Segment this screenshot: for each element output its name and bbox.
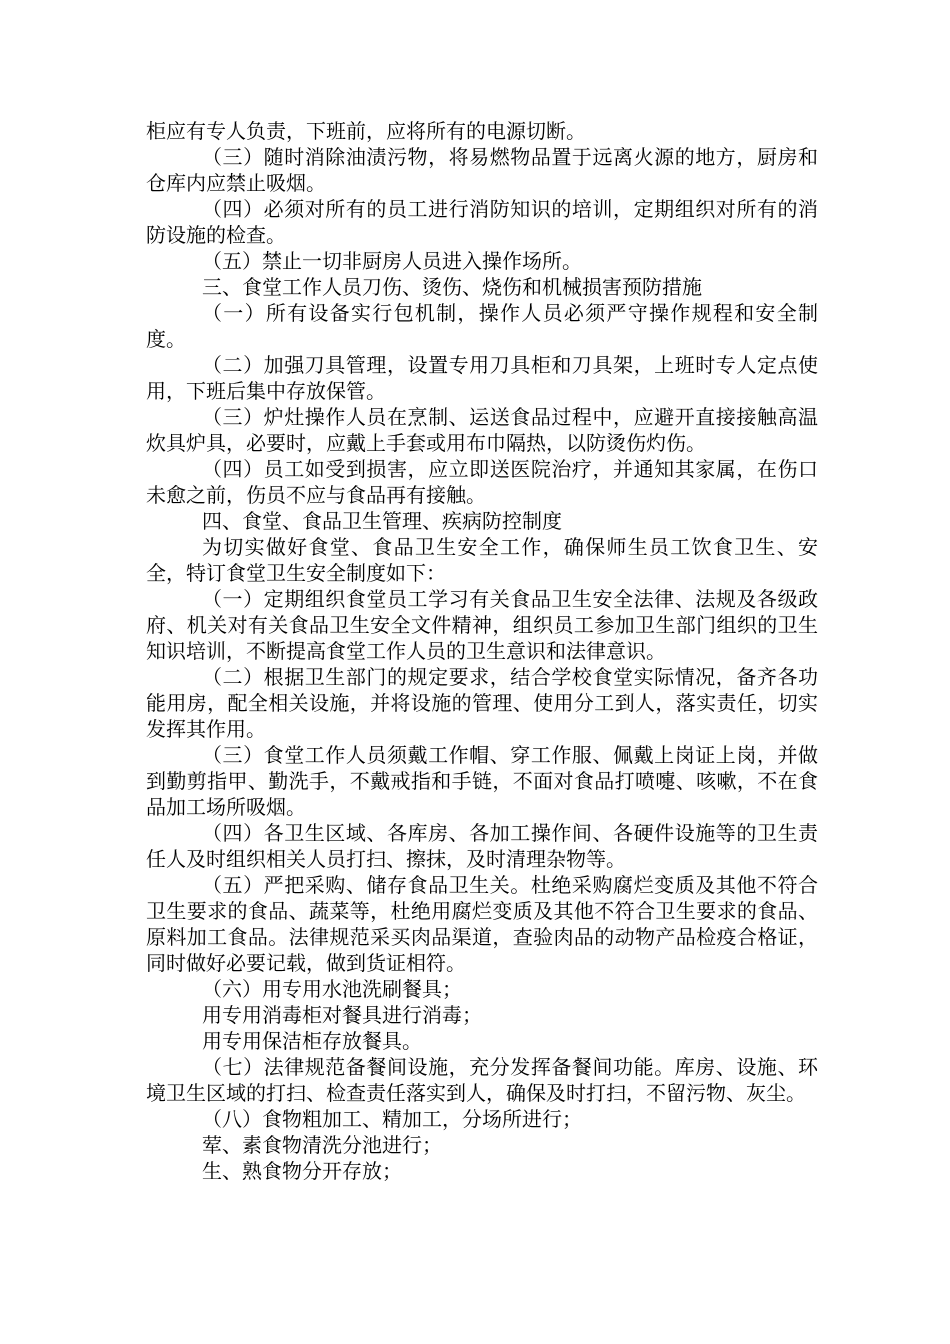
paragraph: （五）严把采购、储存食品卫生关。杜绝采购腐烂变质及其他不符合卫生要求的食品、蔬菜等，杜绝用腐烂变质及其他不符合卫生要求的食品、原料加工食品。法律规范采买肉品渠道，查验肉品的动物产品检疫合格证，同时做好必要记载，做到货证相符。 [146,873,818,975]
paragraph: （一）定期组织食堂员工学习有关食品卫生安全法律、法规及各级政府、机关对有关食品卫生安全文件精神，组织员工参加卫生部门组织的卫生知识培训，不断提高食堂工作人员的卫生意识和法律意识。 [146,587,818,663]
paragraph: 用专用消毒柜对餐具进行消毒； [202,1003,482,1027]
document-body [146,118,818,1184]
section-heading: 三、食堂工作人员刀伤、烫伤、烧伤和机械损害预防措施 [202,275,702,299]
paragraph: （三）炉灶操作人员在烹制、运送食品过程中，应避开直接接触高温炊具炉具，必要时，应戴上手套或用布巾隔热，以防烫伤灼伤。 [146,405,818,455]
paragraph: （二）加强刀具管理，设置专用刀具柜和刀具架，上班时专人定点使用，下班后集中存放保管。 [146,353,818,403]
paragraph: （四）员工如受到损害，应立即送医院治疗，并通知其家属，在伤口未愈之前，伤员不应与食品再有接触。 [146,457,818,507]
section-heading: 四、食堂、食品卫生管理、疾病防控制度 [202,509,562,533]
paragraph: 为切实做好食堂、食品卫生安全工作，确保师生员工饮食卫生、安全，特订食堂卫生安全制度如下： [146,535,818,585]
paragraph: （八）食物粗加工、精加工，分场所进行； [202,1107,582,1131]
paragraph: 生、熟食物分开存放； [202,1159,402,1183]
paragraph: 柜应有专人负责，下班前，应将所有的电源切断。 [146,119,586,143]
paragraph: （三）随时消除油渍污物，将易燃物品置于远离火源的地方，厨房和仓库内应禁止吸烟。 [146,145,818,195]
paragraph: （六）用专用水池洗刷餐具； [202,977,462,1001]
paragraph: （七）法律规范备餐间设施，充分发挥备餐间功能。库房、设施、环境卫生区域的打扫、检查责任落实到人，确保及时打扫，不留污物、灰尘。 [146,1055,818,1105]
paragraph: （五）禁止一切非厨房人员进入操作场所。 [202,249,582,273]
paragraph: （二）根据卫生部门的规定要求，结合学校食堂实际情况，备齐各功能用房，配全相关设施，并将设施的管理、使用分工到人，落实责任，切实发挥其作用。 [146,665,818,741]
paragraph: （四）必须对所有的员工进行消防知识的培训，定期组织对所有的消防设施的检查。 [146,197,818,247]
paragraph: 用专用保洁柜存放餐具。 [202,1029,422,1053]
paragraph: 荤、素食物清洗分池进行； [202,1133,442,1157]
paragraph: （四）各卫生区域、各库房、各加工操作间、各硬件设施等的卫生责任人及时组织相关人员打扫、擦抹，及时清理杂物等。 [146,821,818,871]
paragraph: （三）食堂工作人员须戴工作帽、穿工作服、佩戴上岗证上岗，并做到勤剪指甲、勤洗手，不戴戒指和手链，不面对食品打喷嚏、咳嗽，不在食品加工场所吸烟。 [146,743,818,819]
paragraph: （一）所有设备实行包机制，操作人员必须严守操作规程和安全制度。 [146,301,818,351]
